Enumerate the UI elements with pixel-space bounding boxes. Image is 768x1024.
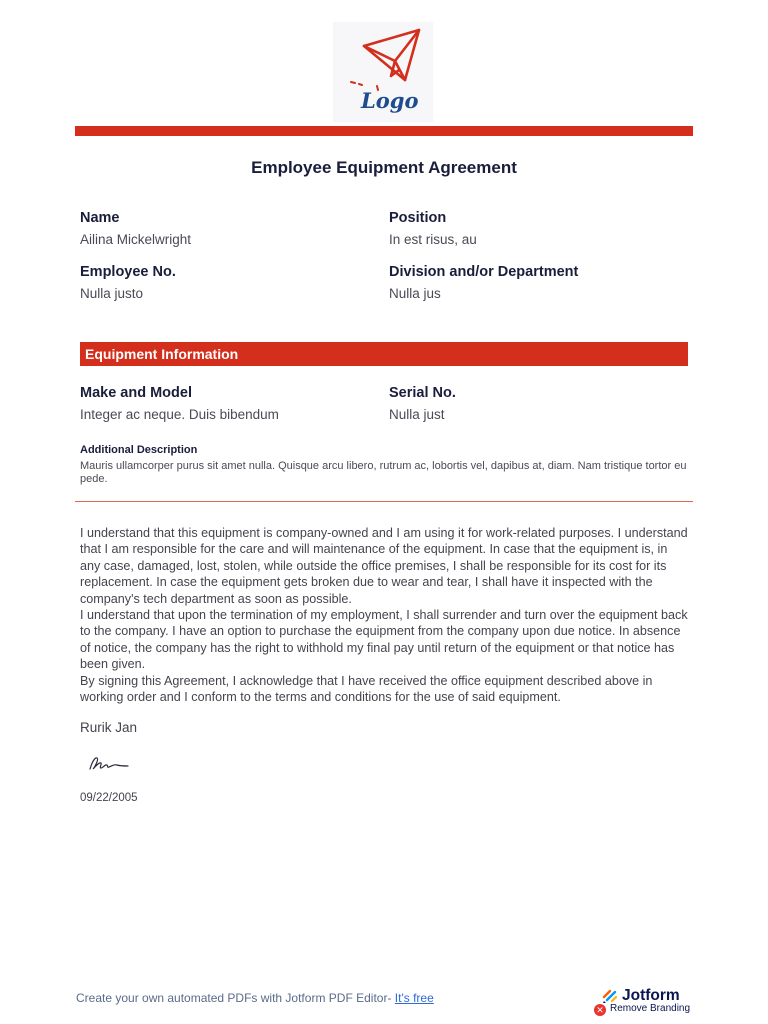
name-label: Name bbox=[80, 210, 120, 226]
additional-description-value: Mauris ullamcorper purus sit amet nulla. Quisque arcu libero, rutrum ac, lobortis vel, dapibus at, diam. Nam tristique tortor eu pede. bbox=[80, 460, 687, 485]
signature-image bbox=[86, 752, 132, 774]
employee-no-label: Employee No. bbox=[80, 264, 176, 280]
make-model-field bbox=[80, 384, 380, 423]
division-label: Division and/or Department bbox=[389, 264, 579, 280]
logo-text: Logo bbox=[361, 88, 419, 113]
division-value: Nulla jus bbox=[389, 286, 441, 301]
its-free-link[interactable]: It's free bbox=[394, 991, 434, 1005]
close-circle-icon: ✕ bbox=[594, 1004, 606, 1016]
signer-name: Rurik Jan bbox=[80, 720, 138, 735]
additional-description bbox=[80, 444, 690, 486]
division-field bbox=[389, 263, 689, 302]
statement-paragraph-3: By signing this Agreement, I acknowledge that I have received the office equipment described above in working order and I conform to the terms and conditions for the use of said equipment. bbox=[80, 673, 653, 705]
company-logo bbox=[333, 22, 433, 122]
document-title: Employee Equipment Agreement bbox=[251, 158, 517, 177]
jotform-branding bbox=[592, 987, 702, 1019]
employee-no-field bbox=[80, 263, 380, 302]
position-field bbox=[389, 209, 689, 248]
name-field bbox=[80, 209, 380, 248]
footer-promo bbox=[76, 991, 434, 1005]
jotform-brand-name: Jotform bbox=[622, 987, 680, 1004]
name-value: Ailina Mickelwright bbox=[80, 232, 192, 247]
serial-value: Nulla just bbox=[389, 407, 445, 422]
section-divider bbox=[75, 501, 693, 502]
footer-promo-text: Create your own automated PDFs with Jotform PDF Editor- bbox=[76, 991, 395, 1005]
position-value: In est risus, au bbox=[389, 232, 477, 247]
employee-no-value: Nulla justo bbox=[80, 286, 144, 301]
agreement-statement bbox=[80, 525, 690, 705]
statement-paragraph-2: I understand that upon the termination of my employment, I shall surrender and turn over the equipment back to the company. I have an option to purchase the equipment from the company upon due notice. In absence of notice, the company has the right to withhold my final pay until return of the equipment or that notice has been given. bbox=[80, 608, 688, 672]
make-model-label: Make and Model bbox=[80, 385, 192, 401]
signature-date: 09/22/2005 bbox=[80, 792, 138, 804]
equipment-section-header bbox=[80, 342, 688, 366]
serial-field bbox=[389, 384, 689, 423]
remove-branding-label: Remove Branding bbox=[610, 1003, 691, 1014]
position-label: Position bbox=[389, 210, 447, 226]
serial-label: Serial No. bbox=[389, 385, 456, 401]
additional-description-label: Additional Description bbox=[80, 444, 198, 456]
top-accent-bar bbox=[75, 126, 693, 136]
equipment-section-title: Equipment Information bbox=[85, 346, 239, 362]
statement-paragraph-1: I understand that this equipment is company-owned and I am using it for work-related purposes. I understand that I am responsible for the care and will maintenance of the equipment. In case that the equipment is, in any case, damaged, lost, stolen, while outside the office premises, I shall be responsible for its cost for its replacement. In case the equipment gets broken due to wear and tear, I shall have it inspected with the company's tech department as soon as possible. bbox=[80, 526, 688, 606]
jotform-logo-icon bbox=[602, 988, 620, 1004]
make-model-value: Integer ac neque. Duis bibendum bbox=[80, 407, 279, 422]
